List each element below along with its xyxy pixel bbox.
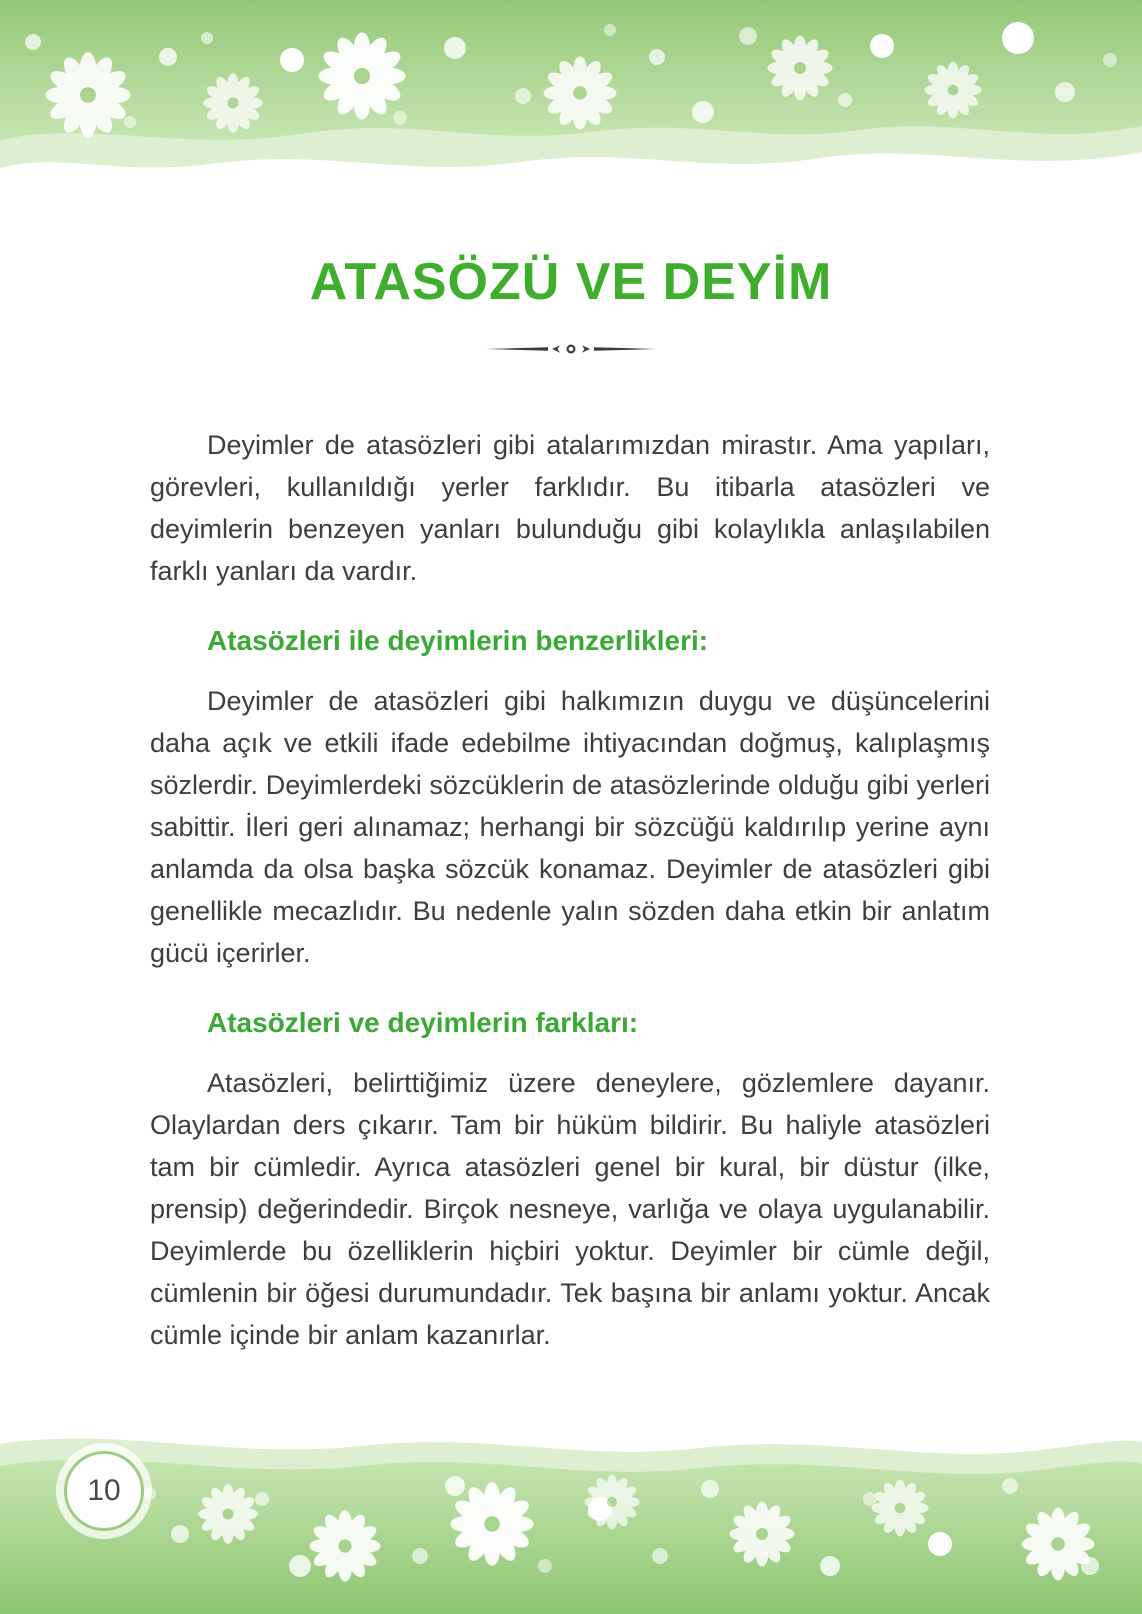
dot [1002,22,1034,54]
dot [393,111,407,125]
dot [515,88,531,104]
dot [280,48,304,72]
dot [289,1555,311,1577]
dot [692,101,714,123]
dot [863,1492,877,1506]
dot [870,34,894,58]
dot [412,1548,428,1564]
main-wave [0,1460,1142,1614]
dot [538,1559,552,1573]
section-heading-similarities: Atasözleri ile deyimlerin benzerlikleri: [207,625,709,656]
section-heading-differences: Atasözleri ve deyimlerin farkları: [207,1007,639,1038]
dot [159,48,177,66]
dot [739,27,757,45]
top-decoration-art [0,0,1142,200]
dot [124,116,136,128]
dot [1103,53,1117,67]
similarities-paragraph: Deyimler de atasözleri gibi halkımızın duygu ve düşüncelerini daha açık ve etkili ifade edebilme ihtiyacından doğmuş, kalıplaşmış sözlerdir. Deyimlerdeki sözcüklerin de atasözlerinde olduğu gibi yerleri sabittir. İleri geri alınamaz; herhangi bir sözcüğü kaldırılıp yerine aynı anlamda da olsa başka sözcük konamaz. Deyimler de atasözleri gibi genellikle mecazlıdır. Bu nedenle yalın sözden daha etkin bir anlatım gücü içerirler. [150,686,990,968]
dot [838,93,852,107]
ornamental-rule-icon [486,340,656,358]
dot [444,37,466,59]
dot [144,1488,156,1500]
title-divider [0,340,1142,363]
dot [171,1525,189,1543]
page-number-badge [64,1451,144,1531]
dot [701,1480,719,1498]
differences-paragraph: Atasözleri, belirttiğimiz üzere deneylere, gözlemlere dayanır. Olaylardan ders çıkarır. Tam bir hüküm bildirir. Bu haliyle atasözleri tam bir cümledir. Ayrıca atasözleri genel bir kural, bir düstur (ilke, prensip) değerindedir. Birçok nesneye, varlığa ve olaya uygulanabilir. Deyimlerde bu özelliklerin hiçbiri yoktur. Deyimler bir cümle değil, cümlenin bir öğesi durumundadır. Tek başına bir anlamı yoktur. Ancak cümle içinde bir anlam kazanırlar. [150,1068,990,1350]
dot [652,1548,668,1564]
page-title: ATASÖZÜ VE DEYİM [309,253,833,311]
dot [604,24,616,36]
dot [201,32,213,44]
bottom-decoration [0,1414,1142,1614]
intro-paragraph: Deyimler de atasözleri gibi atalarımızdan mirastır. Ama yapıları, görevleri, kullanıldığı yerler farklıdır. Bu itibarla atasözleri ve deyimlerin benzeyen yanları bulunduğu gibi kolaylıkla anlaşılabilen farklı yanları da vardır. [150,430,990,586]
dot [255,1492,269,1506]
page-number: 10 [87,1474,121,1507]
dot [649,49,665,65]
dot [820,1556,840,1576]
top-decoration [0,0,1142,200]
dot [445,1476,465,1496]
dot [1002,1478,1018,1494]
bottom-decoration-art [0,1414,1142,1614]
dot [928,1532,952,1556]
dot [25,34,41,50]
dot [1055,82,1075,102]
page-content [150,424,990,1356]
